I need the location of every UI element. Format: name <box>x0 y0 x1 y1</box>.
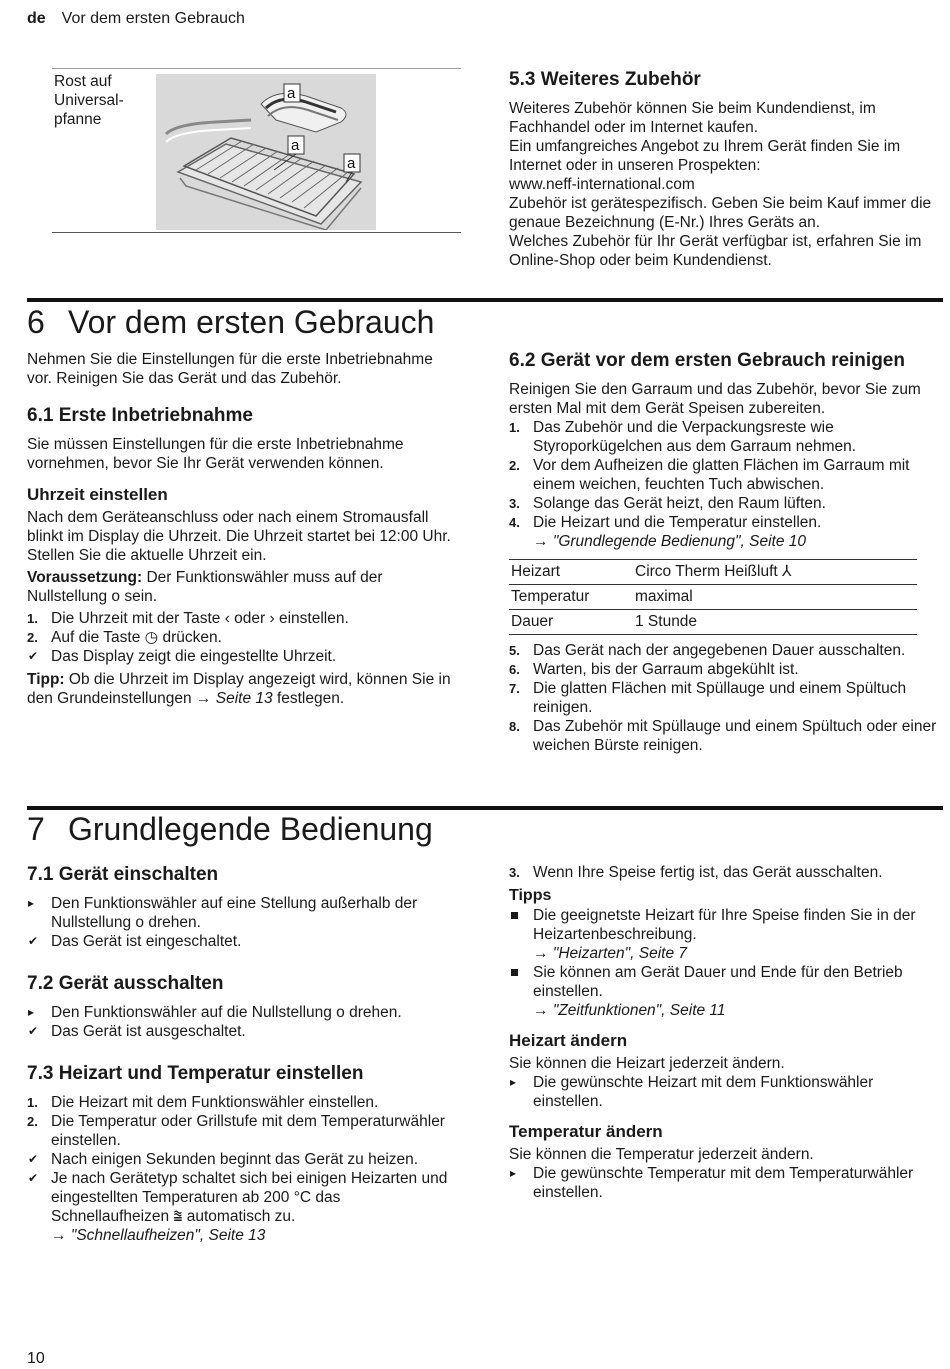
step: 1. Die Heizart mit dem Funktionswähler einstellen. <box>27 1094 379 1111</box>
cross-reference-line <box>509 532 943 551</box>
square-bullet-icon <box>511 969 518 976</box>
figure-caption: Rost auf Universal-pfanne <box>54 73 124 128</box>
arrow-icon: → <box>533 533 549 550</box>
section-6-2 <box>509 350 943 755</box>
website-url: www.neff-international.com <box>509 176 695 193</box>
paragraph: Reinigen Sie den Garraum und das Zubehör, bevor Sie zum ersten Mal mit dem Gerät Speisen zubereiten. <box>509 381 921 417</box>
action-step: ▸ Den Funktionswähler auf die Nullstellung o drehen. <box>28 1004 402 1021</box>
cross-reference: "Zeitfunktionen", Seite 11 <box>552 1002 726 1019</box>
arrow-icon: → <box>195 690 212 707</box>
page-header <box>27 9 245 28</box>
cross-reference: "Heizarten", Seite 7 <box>552 945 688 962</box>
cross-reference: "Schnellaufheizen", Seite 13 <box>70 1227 266 1244</box>
arrow-icon: → <box>533 1002 549 1019</box>
callout-a-3: a <box>347 155 356 172</box>
section-7-2-title: 7.2 Gerät ausschalten <box>27 973 224 994</box>
uhrzeit-title: Uhrzeit einstellen <box>27 485 168 504</box>
table-key: Dauer <box>509 610 633 635</box>
section-5-3 <box>509 69 943 270</box>
tip-item: Sie können am Gerät Dauer und Ende für den Betrieb einstellen. → "Zeitfunktionen", Seite 11 <box>509 963 943 1020</box>
step: 2. Vor dem Aufheizen die glatten Flächen im Garraum mit einem weichen, feuchten Tuch abwischen. <box>509 457 910 493</box>
language-code: de <box>27 10 46 27</box>
table-row <box>509 585 917 610</box>
heizart-aendern-title: Heizart ändern <box>509 1031 628 1050</box>
step: 1. Das Zubehör und die Verpackungsreste wie Styroporkügelchen aus dem Garraum nehmen. <box>509 419 857 455</box>
section-6-2-title: 6.2 Gerät vor dem ersten Gebrauch reinigen <box>509 350 905 371</box>
action-step: ▸ Die gewünschte Heizart mit dem Funktionswähler einstellen. <box>510 1074 874 1110</box>
action-step: ▸ Die gewünschte Temperatur mit dem Temperaturwähler einstellen. <box>510 1165 914 1201</box>
result: ✔ Nach einigen Sekunden beginnt das Gerät zu heizen. <box>28 1151 419 1168</box>
step-list <box>509 641 943 755</box>
triangle-bullet-icon: ▸ <box>510 1166 517 1180</box>
paragraph: Sie können die Temperatur jederzeit ändern. <box>509 1146 814 1163</box>
table-value: Circo Therm Heißluft ⅄ <box>633 560 917 585</box>
table-key: Heizart <box>509 560 633 585</box>
check-icon: ✔ <box>28 1152 39 1166</box>
callout-a-2: a <box>291 137 300 154</box>
step: 2. Die Temperatur oder Grillstufe mit dem Temperaturwähler einstellen. <box>27 1113 445 1149</box>
tipps-title: Tipps <box>509 887 552 904</box>
step: 3. Solange das Gerät heizt, den Raum lüften. <box>509 495 826 512</box>
step: 1. Die Uhrzeit mit der Taste ‹ oder › einstellen. <box>27 610 349 627</box>
section-5-3-title: 5.3 Weiteres Zubehör <box>509 69 701 90</box>
step: 4. Die Heizart und die Temperatur einstellen. <box>509 514 822 531</box>
prerequisite: Voraussetzung: Der Funktionswähler muss auf der Nullstellung o sein. <box>27 569 383 605</box>
arrow-icon: → <box>533 945 549 962</box>
check-icon: ✔ <box>28 1171 39 1185</box>
triangle-bullet-icon: ▸ <box>510 1075 517 1089</box>
check-icon: ✔ <box>28 1024 39 1038</box>
chapter-6-title: 6 Vor dem ersten Gebrauch <box>27 304 435 340</box>
cross-reference-line <box>27 1226 457 1245</box>
table-row <box>509 560 917 585</box>
paragraph: Ein umfangreiches Angebot zu Ihrem Gerät finden Sie im Internet oder in unseren Prospekten: <box>509 138 901 174</box>
section-7-3-title: 7.3 Heizart und Temperatur einstellen <box>27 1063 364 1084</box>
rack-on-pan-illustration <box>156 74 376 230</box>
paragraph: Welches Zubehör für Ihr Gerät verfügbar ist, erfahren Sie im Online-Shop oder beim Kundendienst. <box>509 233 922 269</box>
chapter-7 <box>27 811 457 1245</box>
step: 2. Auf die Taste ◷ drücken. <box>27 629 222 646</box>
result: ✔ Das Gerät ist ausgeschaltet. <box>28 1023 246 1040</box>
step: 8. Das Zubehör mit Spüllauge und einem Spültuch oder einer weichen Bürste reinigen. <box>509 718 937 754</box>
arrow-icon: → <box>51 1227 67 1244</box>
step: 5. Das Gerät nach der angegebenen Dauer ausschalten. <box>509 642 906 659</box>
table-key: Temperatur <box>509 585 633 610</box>
paragraph: Sie können die Heizart jederzeit ändern. <box>509 1055 785 1072</box>
settings-table <box>509 559 917 635</box>
result: ✔ Das Display zeigt die eingestellte Uhrzeit. <box>28 648 337 665</box>
step: 6. Warten, bis der Garraum abgekühlt ist. <box>509 661 799 678</box>
paragraph: Zubehör ist gerätespezifisch. Geben Sie beim Kauf immer die genaue Bezeichnung (E-Nr.) Ihres Geräts an. <box>509 195 932 231</box>
page-number: 10 <box>27 1350 45 1367</box>
cross-reference: Seite 13 <box>215 690 273 707</box>
tip-item: Die geeignetste Heizart für Ihre Speise finden Sie in der Heizartenbeschreibung. → "Heizarten", Seite 7 <box>509 906 943 963</box>
tip: Tipp: Ob die Uhrzeit im Display angezeigt wird, können Sie in den Grundeinstellungen → Seite 13 festlegen. <box>27 671 451 707</box>
paragraph: Sie müssen Einstellungen für die erste Inbetriebnahme vornehmen, bevor Sie Ihr Gerät verwenden können. <box>27 436 404 472</box>
table-value: maximal <box>633 585 917 610</box>
chapter-7-title: 7 Grundlegende Bedienung <box>27 811 433 847</box>
square-bullet-icon <box>511 912 518 919</box>
figure-top-rule <box>52 68 461 69</box>
chapter-6-intro: Nehmen Sie die Einstellungen für die erste Inbetriebnahme vor. Reinigen Sie das Gerät und das Zubehör. <box>27 351 433 387</box>
action-step: ▸ Den Funktionswähler auf eine Stellung außerhalb der Nullstellung o drehen. <box>28 895 418 931</box>
result: ✔ Das Gerät ist eingeschaltet. <box>28 933 242 950</box>
triangle-bullet-icon: ▸ <box>28 1005 35 1019</box>
section-7-1-title: 7.1 Gerät einschalten <box>27 864 219 885</box>
chapter-6-rule <box>27 298 943 302</box>
paragraph: Nach dem Geräteanschluss oder nach einem Stromausfall blinkt im Display die Uhrzeit. Die Uhrzeit startet bei 12:00 Uhr. Stellen Sie die aktuelle Uhrzeit ein. <box>27 509 451 564</box>
triangle-bullet-icon: ▸ <box>28 896 35 910</box>
callout-a-1: a <box>287 85 296 102</box>
chapter-6 <box>27 304 457 708</box>
check-icon: ✔ <box>28 649 39 663</box>
step-list <box>509 418 943 532</box>
figure-bottom-rule <box>52 232 461 233</box>
result: ✔ Je nach Gerätetyp schaltet sich bei einigen Heizarten und eingestellten Temperaturen ab 200 °C das Schnellaufheizen ⩰ automatisch zu. <box>28 1170 448 1225</box>
section-6-1-title: 6.1 Erste Inbetriebnahme <box>27 405 253 426</box>
header-title: Vor dem ersten Gebrauch <box>61 10 245 27</box>
table-value: 1 Stunde <box>633 610 917 635</box>
cross-reference: "Grundlegende Bedienung", Seite 10 <box>552 533 806 550</box>
chapter-7-rule <box>27 806 943 810</box>
step: 7. Die glatten Flächen mit Spüllauge und einem Spültuch reinigen. <box>509 680 907 716</box>
step: 3. Wenn Ihre Speise fertig ist, das Gerät ausschalten. <box>509 864 883 881</box>
chapter-7-right-column <box>509 863 943 1202</box>
check-icon: ✔ <box>28 934 39 948</box>
table-row <box>509 610 917 635</box>
paragraph: Weiteres Zubehör können Sie beim Kundendienst, im Fachhandel oder im Internet kaufen. <box>509 100 876 136</box>
temperatur-aendern-title: Temperatur ändern <box>509 1122 663 1141</box>
